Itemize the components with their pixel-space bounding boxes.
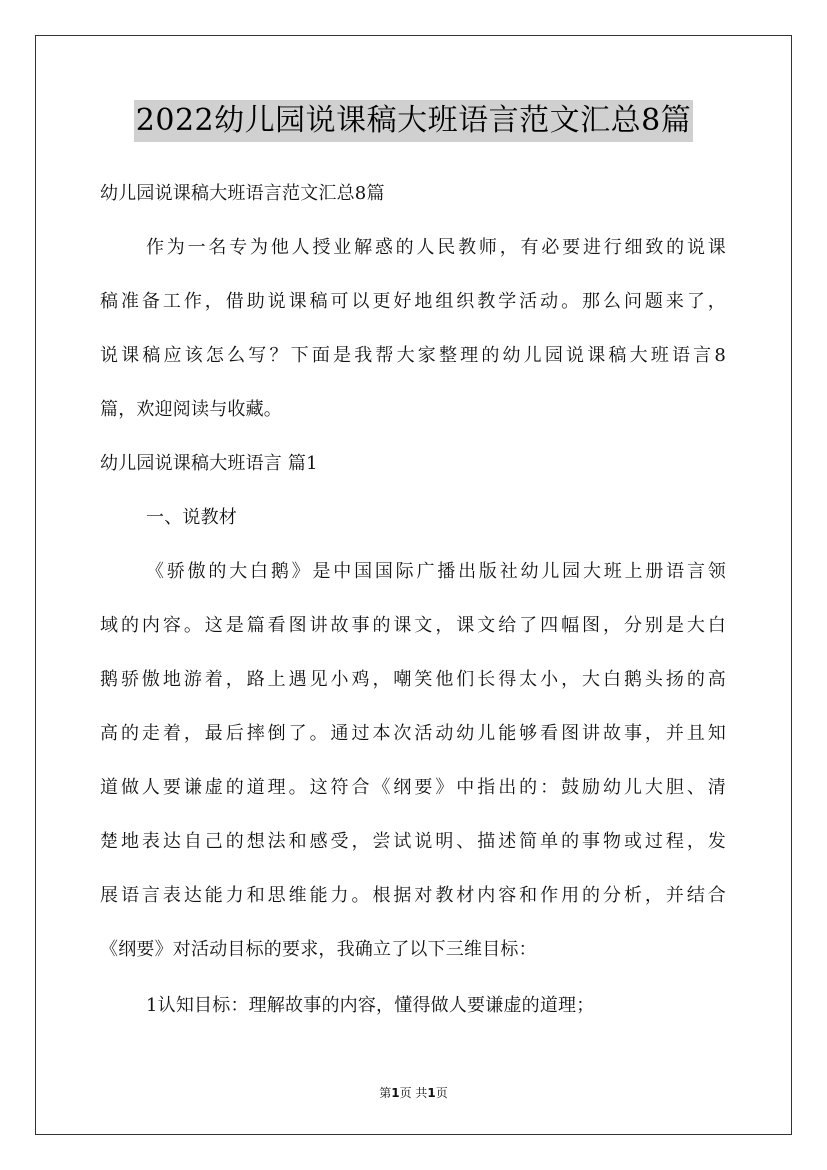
- body-line: 域的内容。这是篇看图讲故事的课文，课文给了四幅图，分别是大白: [100, 615, 726, 636]
- intro-line: 说课稿应该怎么写？下面是我帮大家整理的幼儿园说课稿大班语言8: [100, 345, 726, 366]
- body-line: 鹅骄傲地游着，路上遇见小鸡，嘲笑他们长得太小，大白鹅头扬的高: [100, 669, 726, 690]
- footer-page-number: 1: [391, 1086, 400, 1100]
- page-footer: [0, 1084, 827, 1101]
- footer-total-pages: 1: [427, 1086, 436, 1100]
- body-line: 《纲要》对活动目标的要求，我确立了以下三维目标：: [100, 939, 537, 960]
- footer-middle: 页 共: [399, 1086, 428, 1100]
- body-line: 楚地表达自己的想法和感受，尝试说明、描述简单的事物或过程，发: [100, 831, 726, 852]
- title-container: [0, 100, 827, 142]
- intro-line: 篇，欢迎阅读与收藏。: [100, 399, 282, 420]
- document-title: 2022幼儿园说课稿大班语言范文汇总8篇: [134, 100, 693, 142]
- footer-suffix: 页: [435, 1086, 448, 1100]
- body-line: 高的走着，最后摔倒了。通过本次活动幼儿能够看图讲故事，并且知: [100, 723, 726, 744]
- intro-line: 作为一名专为他人授业解惑的人民教师，有必要进行细致的说课: [146, 237, 726, 258]
- body-line: 《骄傲的大白鹅》是中国国际广播出版社幼儿园大班上册语言领: [146, 561, 726, 582]
- subheading: 一、说教材: [146, 507, 237, 528]
- goal-line: 1认知目标：理解故事的内容，懂得做人要谦虚的道理；: [146, 995, 595, 1016]
- body-line: 道做人要谦虚的道理。这符合《纲要》中指出的：鼓励幼儿大胆、清: [100, 777, 726, 798]
- section-heading: 幼儿园说课稿大班语言 篇1: [100, 453, 318, 474]
- body-line: 展语言表达能力和思维能力。根据对教材内容和作用的分析，并结合: [100, 885, 726, 906]
- document-subtitle: 幼儿园说课稿大班语言范文汇总8篇: [100, 183, 385, 204]
- footer-prefix: 第: [379, 1086, 392, 1100]
- intro-line: 稿准备工作，借助说课稿可以更好地组织教学活动。那么问题来了，: [100, 291, 726, 312]
